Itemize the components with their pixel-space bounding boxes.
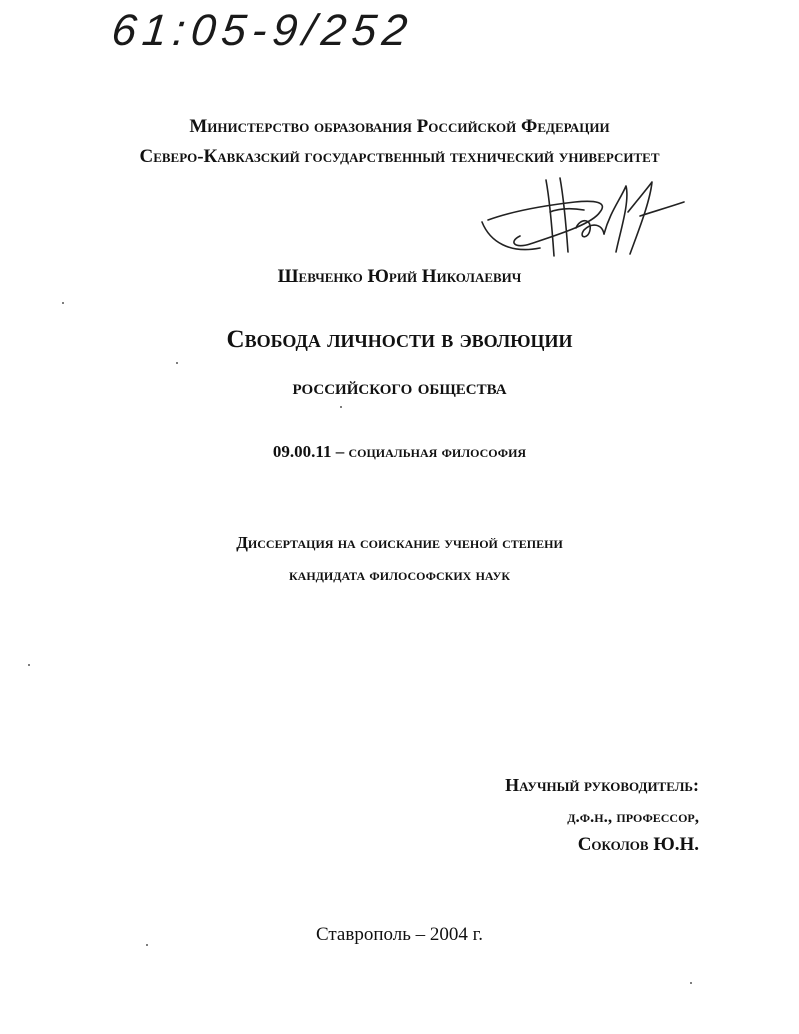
ministry-name: Министерство образования Российской Федерации [189, 116, 610, 137]
dissertation-line-1: Диссертация на соискание ученой степени [236, 533, 563, 552]
advisor-degree: д.ф.н., профессор, [567, 807, 699, 826]
dissertation-line-2: кандидата философских наук [288, 565, 511, 584]
scan-speck [176, 362, 178, 364]
handwritten-signature-icon [480, 172, 690, 262]
archive-number: 61:05-9/252 [109, 6, 416, 55]
thesis-title-line-2: российского общества [292, 374, 507, 399]
scan-speck [28, 664, 30, 666]
university-name: Северо-Кавказский государственный технический университет [139, 146, 660, 167]
thesis-title-line-1: Свобода личности в эволюции [226, 326, 573, 353]
scan-speck [146, 944, 148, 946]
scan-speck [62, 302, 64, 304]
advisor-label: Научный руководитель: [505, 775, 699, 795]
author-name: Шевченко Юрий Николаевич [277, 266, 522, 287]
specialty-code: 09.00.11 – социальная философия [272, 442, 527, 461]
city-year: Ставрополь – 2004 г. [315, 924, 484, 945]
scan-speck [690, 982, 692, 984]
advisor-name: Соколов Ю.Н. [577, 834, 699, 855]
scan-speck [340, 406, 342, 408]
